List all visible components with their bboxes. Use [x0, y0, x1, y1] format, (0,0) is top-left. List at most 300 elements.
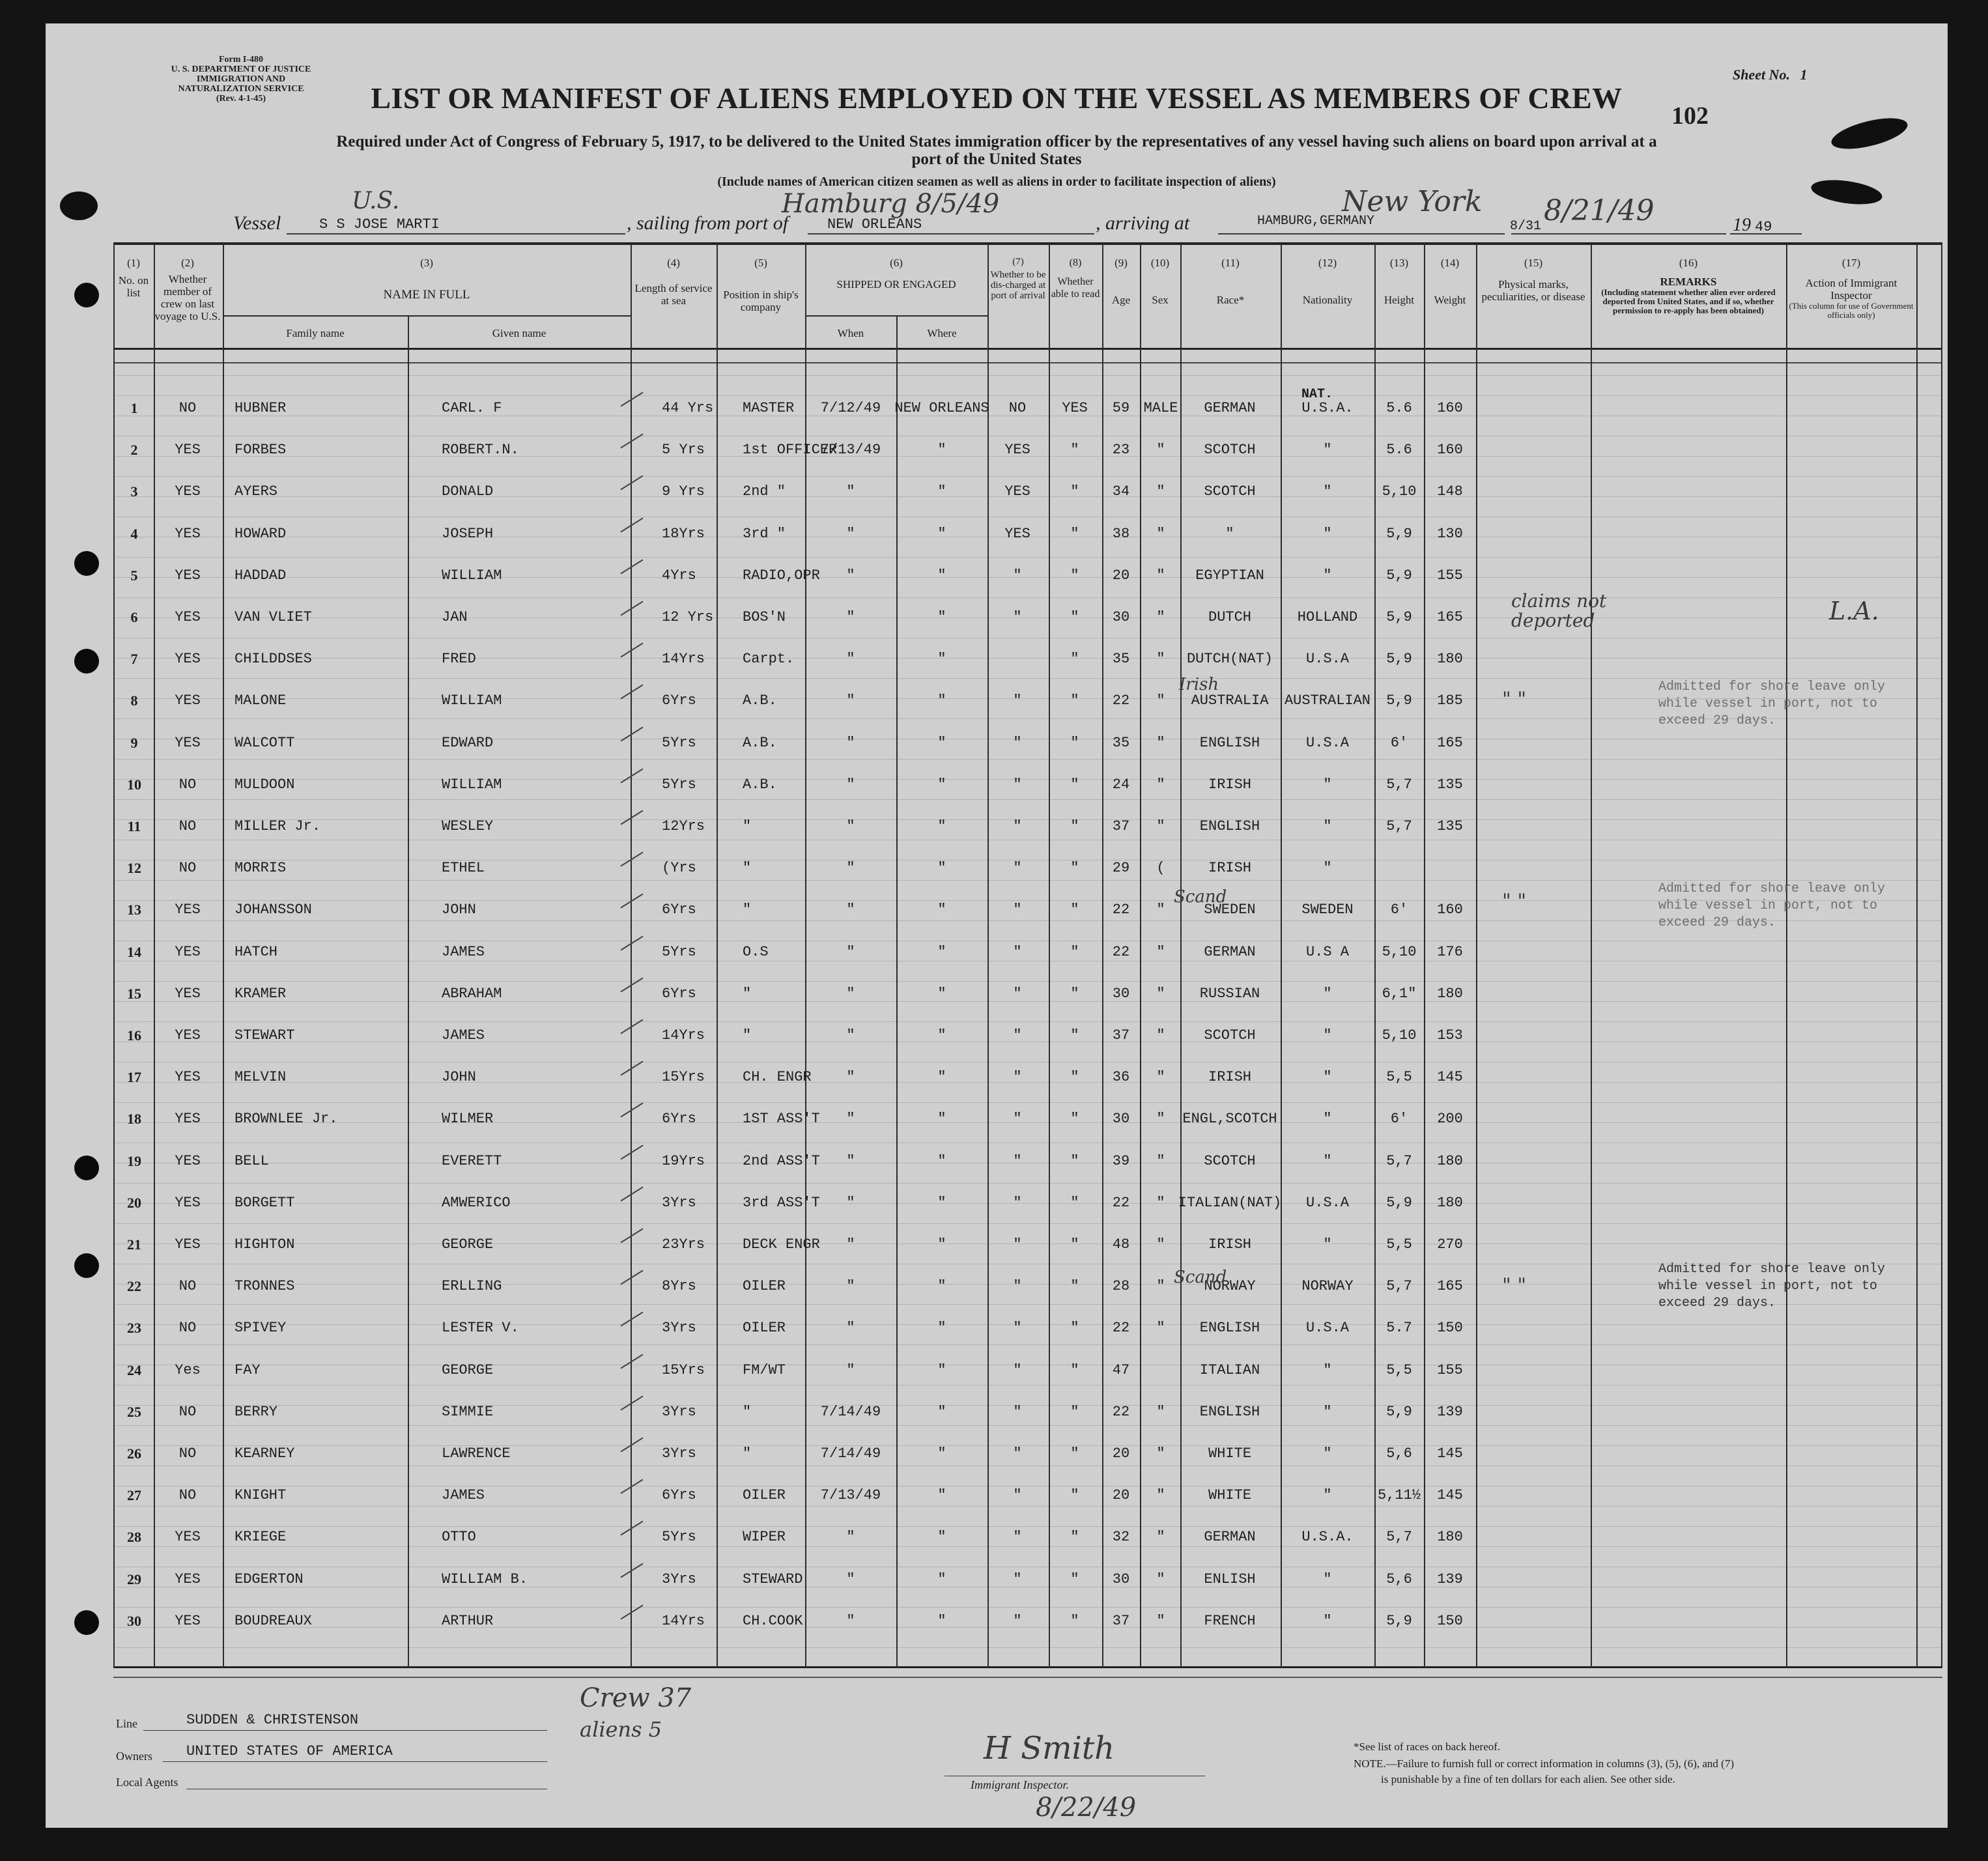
cell-disch: ": [1013, 1320, 1022, 1337]
table-row: [46, 974, 1948, 1014]
cell-when: ": [846, 860, 855, 877]
check-tick: [621, 1019, 644, 1034]
cell-family: BORGETT: [234, 1194, 295, 1211]
cell-weight: 200: [1437, 1111, 1463, 1128]
col-header-15: (15) Physical marks, peculiarities, or disease: [1481, 257, 1585, 303]
cell-when: ": [846, 734, 855, 751]
cell-family: BELL: [234, 1152, 269, 1169]
check-tick: [621, 1438, 644, 1453]
cell-read: ": [1070, 567, 1079, 584]
cell-height: 5,9: [1386, 567, 1412, 584]
cell-family: MULDOON: [234, 776, 295, 793]
cell-read: ": [1070, 818, 1079, 834]
cell-no: 1: [130, 400, 138, 416]
cell-race: ENGL,SCOTCH: [1182, 1111, 1277, 1128]
cell-age: 28: [1112, 1278, 1130, 1295]
race-hand-8: Irish: [1179, 675, 1219, 694]
cell-service: 6Yrs: [662, 1487, 696, 1504]
cell-read: ": [1070, 1612, 1079, 1629]
cell-given: JAMES: [442, 1487, 485, 1504]
cell-height: 5,7: [1386, 1529, 1412, 1546]
cell-disch: ": [1013, 734, 1022, 751]
cell-given: SIMMIE: [442, 1403, 494, 1420]
cell-weight: 180: [1437, 1194, 1463, 1211]
cell-service: 5Yrs: [662, 776, 696, 793]
cell-position: 2nd ": [743, 483, 786, 500]
ditto-marks-13: " ": [1502, 890, 1527, 913]
penalty-note-2: is punishable by a fine of ten dollars for each alien. See other side.: [1381, 1773, 1675, 1785]
inspector-label: Immigrant Inspector.: [971, 1778, 1069, 1791]
cell-where: ": [937, 483, 946, 500]
sailing-hand: Hamburg 8/5/49: [782, 189, 1000, 219]
cell-race: SCOTCH: [1204, 1027, 1256, 1044]
cell-service: 9 Yrs: [662, 483, 705, 500]
check-tick: [621, 517, 644, 532]
cell-family: STEWART: [234, 1027, 295, 1044]
cell-age: 22: [1112, 692, 1130, 709]
cell-height: 5,7: [1386, 776, 1412, 793]
cell-read: ": [1070, 609, 1079, 625]
cell-weight: 145: [1437, 1487, 1463, 1504]
cell-position: MASTER: [743, 400, 795, 416]
cell-no: 21: [127, 1236, 141, 1253]
cell-where: ": [937, 902, 946, 918]
cell-read: ": [1070, 860, 1079, 877]
check-tick: [621, 559, 644, 574]
cell-family: BOUDREAUX: [234, 1612, 312, 1629]
cell-weight: 180: [1437, 1529, 1463, 1546]
cell-weight: 180: [1437, 1152, 1463, 1169]
cell-when: ": [846, 692, 855, 709]
cell-last: YES: [175, 567, 201, 584]
table-row: [46, 1434, 1948, 1474]
cell-height: 6': [1390, 734, 1408, 751]
cell-weight: 135: [1437, 818, 1463, 834]
cell-race: NORWAY: [1204, 1278, 1256, 1295]
cell-where: ": [937, 1612, 946, 1629]
cell-weight: 160: [1437, 442, 1463, 459]
cell-nationality: ": [1323, 776, 1332, 793]
cell-service: 3Yrs: [662, 1320, 696, 1337]
line-value: SUDDEN & CHRISTENSON: [186, 1712, 359, 1728]
cell-age: 47: [1112, 1361, 1130, 1378]
cell-service: 6Yrs: [662, 1111, 696, 1128]
cell-read: ": [1070, 776, 1079, 793]
cell-given: JAN: [442, 609, 468, 625]
cell-nationality: ": [1323, 1361, 1332, 1378]
cell-when: 7/13/49: [820, 1487, 881, 1504]
cell-where: ": [937, 1320, 946, 1337]
cell-when: ": [846, 1529, 855, 1546]
cell-sex: ": [1156, 776, 1165, 793]
form-dept: U. S. DEPARTMENT OF JUSTICE: [171, 64, 311, 74]
col-header-17: (17) Action of Immigrant Inspector (This column for use of Government officials only): [1789, 257, 1914, 320]
cell-sex: ": [1156, 1069, 1165, 1086]
cell-when: ": [846, 567, 855, 584]
cell-family: HUBNER: [234, 400, 287, 416]
cell-race: WHITE: [1208, 1487, 1252, 1504]
cell-race: GERMAN: [1204, 1529, 1256, 1546]
table-row: [46, 1308, 1948, 1348]
check-tick: [621, 977, 644, 992]
cell-family: CHILDDSES: [234, 651, 312, 668]
check-tick: [621, 685, 644, 700]
cell-age: 22: [1112, 1320, 1130, 1337]
check-tick: [621, 894, 644, 909]
cell-given: ERLLING: [442, 1278, 502, 1295]
ruled-line: [115, 1647, 1941, 1648]
cell-family: SPIVEY: [234, 1320, 287, 1337]
cell-race: RUSSIAN: [1199, 985, 1260, 1002]
cell-read: ": [1070, 1529, 1079, 1546]
table-row: [46, 1559, 1948, 1600]
cell-when: 7/14/49: [820, 1403, 881, 1420]
cell-position: A.B.: [743, 692, 777, 709]
cell-disch: ": [1013, 692, 1022, 709]
cell-age: 30: [1112, 985, 1130, 1002]
check-tick: [621, 1270, 644, 1285]
cell-disch: YES: [1004, 525, 1030, 542]
cell-when: ": [846, 943, 855, 960]
cell-given: ROBERT.N.: [442, 442, 519, 459]
cell-service: 12 Yrs: [662, 609, 714, 625]
table-row: [46, 472, 1948, 512]
col-header-where: Where: [927, 327, 957, 339]
cell-disch: ": [1013, 1278, 1022, 1295]
cell-given: EVERETT: [442, 1152, 502, 1169]
cell-read: ": [1070, 1194, 1079, 1211]
cell-family: TRONNES: [234, 1278, 295, 1295]
cell-given: JOHN: [442, 902, 476, 918]
cell-when: ": [846, 1069, 855, 1086]
cell-position: CH.COOK: [743, 1612, 803, 1629]
cell-weight: 145: [1437, 1445, 1463, 1462]
cell-weight: 139: [1437, 1403, 1463, 1420]
cell-read: ": [1070, 1152, 1079, 1169]
cell-weight: 185: [1437, 692, 1463, 709]
cell-where: ": [937, 692, 946, 709]
cell-position: A.B.: [743, 776, 777, 793]
remark-row8: Admitted for shore leave only while vessel in port, not to exceed 29 days.: [1658, 679, 1886, 728]
cell-height: 5,9: [1386, 1194, 1412, 1211]
cell-position: OILER: [743, 1278, 786, 1295]
arriving-port: HAMBURG,GERMANY: [1257, 214, 1375, 229]
page-title: LIST OR MANIFEST OF ALIENS EMPLOYED ON THE VESSEL AS MEMBERS OF CREW: [371, 81, 1623, 115]
cell-position: DECK ENGR: [743, 1236, 820, 1253]
cell-race: ENGLISH: [1199, 1403, 1260, 1420]
cell-read: ": [1070, 1361, 1079, 1378]
cell-family: KNIGHT: [234, 1487, 287, 1504]
check-tick: [621, 726, 644, 741]
cell-family: FAY: [234, 1361, 261, 1378]
cell-sex: ": [1156, 483, 1165, 500]
cell-given: DONALD: [442, 483, 494, 500]
cell-weight: 135: [1437, 776, 1463, 793]
cell-age: 59: [1112, 400, 1130, 416]
cell-nationality: U.S.A.: [1301, 1529, 1354, 1546]
cell-age: 22: [1112, 1403, 1130, 1420]
table-row: [46, 1099, 1948, 1139]
cell-where: ": [937, 776, 946, 793]
cell-position: WIPER: [743, 1529, 786, 1546]
form-service: IMMIGRATION AND NATURALIZATION SERVICE: [178, 74, 304, 94]
cell-disch: ": [1013, 860, 1022, 877]
aliens-count-hand: aliens 5: [580, 1717, 662, 1742]
cell-given: GEORGE: [442, 1361, 494, 1378]
cell-disch: ": [1013, 1445, 1022, 1462]
cell-given: GEORGE: [442, 1236, 494, 1253]
cell-last: YES: [175, 1069, 201, 1086]
cell-no: 30: [127, 1612, 141, 1629]
cell-given: JAMES: [442, 1027, 485, 1044]
cell-last: YES: [175, 985, 201, 1002]
cell-sex: ": [1156, 1612, 1165, 1629]
cell-age: 38: [1112, 525, 1130, 542]
cell-when: ": [846, 776, 855, 793]
cell-when: ": [846, 1194, 855, 1211]
cell-disch: ": [1013, 902, 1022, 918]
cell-race: SCOTCH: [1204, 483, 1256, 500]
cell-position: OILER: [743, 1487, 786, 1504]
cell-read: ": [1070, 734, 1079, 751]
cell-no: 29: [127, 1570, 141, 1587]
cell-height: 5,9: [1386, 692, 1412, 709]
cell-position: O.S: [743, 943, 769, 960]
cell-nationality: ": [1323, 1069, 1332, 1086]
cell-no: 5: [130, 567, 138, 584]
cell-race: IRISH: [1208, 860, 1252, 877]
cell-disch: YES: [1004, 442, 1030, 459]
col-header-1: (1) No. on list: [118, 257, 149, 299]
check-tick: [621, 1604, 644, 1619]
cell-race: EGYPTIAN: [1195, 567, 1264, 584]
cell-no: 23: [127, 1320, 141, 1337]
cell-age: 37: [1112, 1612, 1130, 1629]
cell-last: YES: [175, 1194, 201, 1211]
cell-sex: ": [1156, 1403, 1165, 1420]
check-tick: [621, 768, 644, 783]
cell-sex: ": [1156, 1445, 1165, 1462]
cell-nationality: ": [1323, 442, 1332, 459]
ruled-line: [115, 375, 1941, 376]
cell-last: NO: [178, 1278, 197, 1295]
cell-nationality: ": [1323, 567, 1332, 584]
manifest-sheet: [46, 23, 1948, 1828]
cell-where: ": [937, 609, 946, 625]
penalty-note: NOTE.—Failure to furnish full or correct information in columns (3), (5), (6), and (7): [1354, 1757, 1734, 1770]
col-header-6: (6) SHIPPED OR ENGAGED: [836, 257, 956, 291]
cell-service: 5 Yrs: [662, 442, 705, 459]
cell-no: 14: [127, 943, 141, 960]
cell-service: 5Yrs: [662, 734, 696, 751]
cell-no: 19: [127, 1152, 141, 1169]
cell-when: ": [846, 651, 855, 668]
cell-nationality: ": [1323, 1445, 1332, 1462]
check-tick: [621, 392, 644, 407]
cell-last: NO: [178, 1487, 197, 1504]
cell-race: DUTCH: [1208, 609, 1252, 625]
nat-annotation: NAT.: [1301, 387, 1333, 402]
cell-family: HADDAD: [234, 567, 287, 584]
cell-family: AYERS: [234, 483, 278, 500]
col-header-4: (4) Length of service at sea: [634, 257, 713, 307]
cell-no: 24: [127, 1361, 141, 1378]
cell-sex: ": [1156, 525, 1165, 542]
cell-nationality: U.S A: [1305, 943, 1350, 960]
cell-position: ": [743, 1027, 752, 1044]
subtitle: [150, 133, 1843, 168]
cell-height: 5,9: [1386, 609, 1412, 625]
cell-when: ": [846, 985, 855, 1002]
cell-nationality: U.S.A: [1305, 734, 1350, 751]
check-tick: [621, 852, 644, 867]
arriving-hand: New York: [1342, 185, 1483, 218]
cell-service: 14Yrs: [662, 1612, 705, 1629]
cell-disch: ": [1013, 1194, 1022, 1211]
cell-height: 5,7: [1386, 1152, 1412, 1169]
cell-given: WILLIAM: [442, 776, 502, 793]
cell-weight: 160: [1437, 400, 1463, 416]
cell-given: JOHN: [442, 1069, 476, 1086]
cell-given: ETHEL: [442, 860, 485, 877]
cell-sex: ": [1156, 1278, 1165, 1295]
cell-given: EDWARD: [442, 734, 494, 751]
cell-position: CH. ENGR: [743, 1069, 812, 1086]
cell-family: HOWARD: [234, 525, 287, 542]
vessel-hand: U.S.: [352, 188, 400, 214]
cell-service: 3Yrs: [662, 1403, 696, 1420]
check-tick: [621, 1061, 644, 1076]
col-header-14: (14) Weight: [1434, 257, 1466, 306]
cell-sex: ": [1156, 1487, 1165, 1504]
cell-where: ": [937, 1487, 946, 1504]
cell-position: RADIO,OPR: [743, 567, 820, 584]
cell-last: YES: [175, 1236, 201, 1253]
cell-disch: ": [1013, 1069, 1022, 1086]
cell-no: 6: [130, 609, 138, 625]
check-tick: [621, 1479, 644, 1494]
cell-where: ": [937, 860, 946, 877]
cell-nationality: ": [1323, 525, 1332, 542]
cell-nationality: ": [1323, 860, 1332, 877]
cell-given: WILLIAM B.: [442, 1570, 528, 1587]
cell-when: ": [846, 1236, 855, 1253]
check-tick: [621, 935, 644, 950]
vessel-label: Vessel: [233, 212, 281, 234]
cell-last: YES: [175, 1612, 201, 1629]
cell-disch: ": [1013, 609, 1022, 625]
cell-nationality: U.S.A.: [1301, 400, 1354, 416]
cell-sex: ": [1156, 818, 1165, 834]
cell-family: JOHANSSON: [234, 902, 312, 918]
table-row: [46, 1601, 1948, 1641]
cell-family: HIGHTON: [234, 1236, 295, 1253]
cell-read: ": [1070, 1320, 1079, 1337]
cell-where: ": [937, 1570, 946, 1587]
cell-weight: 150: [1437, 1612, 1463, 1629]
col-header-11: (11) Race*: [1216, 257, 1245, 306]
cell-age: 32: [1112, 1529, 1130, 1546]
cell-read: ": [1070, 442, 1079, 459]
table-row: [46, 1141, 1948, 1182]
cell-disch: ": [1013, 1152, 1022, 1169]
cell-nationality: HOLLAND: [1297, 609, 1358, 625]
cell-no: 15: [127, 985, 141, 1002]
check-tick: [621, 601, 644, 616]
cell-height: 6': [1390, 902, 1408, 918]
remark-row13: Admitted for shore leave only while vessel in port, not to exceed 29 days.: [1658, 881, 1886, 930]
form-rev: (Rev. 4-1-45): [216, 94, 266, 104]
cell-when: ": [846, 1278, 855, 1295]
cell-weight: 150: [1437, 1320, 1463, 1337]
cell-age: 22: [1112, 902, 1130, 918]
arriving-label: , arriving at: [1096, 212, 1190, 234]
cell-height: 5.7: [1386, 1320, 1412, 1337]
cell-age: 30: [1112, 1570, 1130, 1587]
cell-when: 7/13/49: [820, 442, 881, 459]
check-tick: [621, 1395, 644, 1410]
col-header-16: (16) REMARKS (Including statement whether alien ever ordered deported from United States, and if so, whether permission to re-apply has been obtained): [1601, 257, 1776, 315]
cell-given: CARL. F: [442, 400, 502, 416]
cell-nationality: NORWAY: [1301, 1278, 1354, 1295]
cell-race: SWEDEN: [1204, 902, 1256, 918]
cell-no: 7: [130, 651, 138, 668]
cell-family: KRIEGE: [234, 1529, 287, 1546]
col-header-7: (7) Whether to be dis-charged at port of arrival: [990, 257, 1046, 301]
cell-sex: ": [1156, 442, 1165, 459]
cell-height: 5,9: [1386, 525, 1412, 542]
cell-sex: ": [1156, 1236, 1165, 1253]
cell-where: ": [937, 442, 946, 459]
cell-last: NO: [178, 400, 197, 416]
cell-last: YES: [175, 902, 201, 918]
line-label: Line: [116, 1717, 137, 1730]
cell-where: ": [937, 985, 946, 1002]
cell-no: 16: [127, 1027, 141, 1044]
cell-position: Carpt.: [743, 651, 795, 668]
cell-read: ": [1070, 1111, 1079, 1128]
subtitle-note: (Include names of American citizen seamen as well as aliens in order to facilitate inspection of aliens): [717, 175, 1276, 189]
cell-weight: 176: [1437, 943, 1463, 960]
cell-race: DUTCH(NAT): [1186, 651, 1273, 668]
subtitle-line2: port of the United States: [911, 150, 1082, 168]
cell-read: ": [1070, 1027, 1079, 1044]
cell-disch: ": [1013, 1529, 1022, 1546]
binder-hole: [74, 283, 99, 307]
table-row: [46, 639, 1948, 679]
col-header-10: (10) Sex: [1150, 257, 1170, 306]
cell-given: JOSEPH: [442, 525, 494, 542]
cell-weight: 130: [1437, 525, 1463, 542]
cell-nationality: ": [1323, 985, 1332, 1002]
cell-service: 6Yrs: [662, 985, 696, 1002]
cell-disch: YES: [1004, 483, 1030, 500]
cell-family: EDGERTON: [234, 1570, 304, 1587]
cell-weight: 270: [1437, 1236, 1463, 1253]
check-tick: [621, 1229, 644, 1243]
col-header-when: When: [837, 327, 864, 339]
cell-no: 27: [127, 1487, 141, 1504]
cell-no: 9: [130, 734, 138, 751]
cell-disch: ": [1013, 1612, 1022, 1629]
cell-sex: MALE: [1143, 400, 1178, 416]
cell-when: ": [846, 1152, 855, 1169]
check-tick: [621, 434, 644, 449]
cell-read: ": [1070, 651, 1079, 668]
cell-sex: ": [1156, 1152, 1165, 1169]
cell-height: 5.6: [1386, 442, 1412, 459]
cell-age: 37: [1112, 818, 1130, 834]
